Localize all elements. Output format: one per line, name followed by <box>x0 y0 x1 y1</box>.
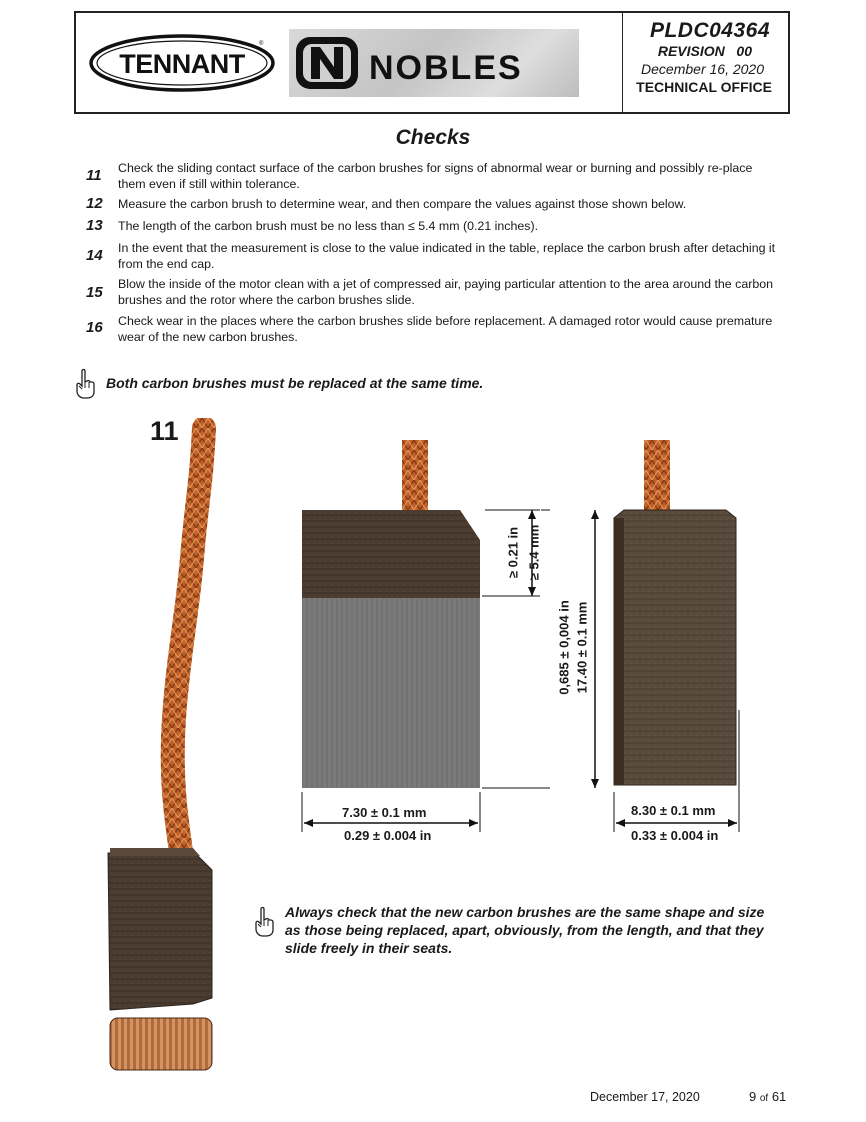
step-text: Check wear in the places where the carbon brushes slide before replacement. A damaged rotor would cause premature wear of the new carbon brushes. <box>118 314 773 344</box>
step-text: The length of the carbon brush must be no less than ≤ 5.4 mm (0.21 inches). <box>118 219 539 233</box>
step-text: In the event that the measurement is close to the value indicated in the table, replace the carbon brush after detaching it from the end cap. <box>118 241 776 271</box>
step-number: 13 <box>86 217 103 234</box>
dim-min-length-in: ≥ 0.21 in <box>505 526 521 579</box>
nobles-logo <box>289 29 579 97</box>
page-of: of <box>759 1093 769 1104</box>
document-date: December 16, 2020 <box>641 61 764 77</box>
dim-depth-in: 0.33 ± 0.004 in <box>631 828 719 843</box>
dim-length-mm: 17.40 ± 0.1 mm <box>574 601 590 694</box>
step-text: Check the sliding contact surface of the carbon brushes for signs of abnormal wear or burning and possibly re-place them even if still within tolerance. <box>118 161 753 191</box>
dim-length-in: 0,685 ± 0,004 in <box>556 600 572 695</box>
page-title: Checks <box>395 126 471 149</box>
svg-text:®: ® <box>259 41 264 47</box>
tennant-logo-text: TENNANT <box>119 49 245 79</box>
step-text: Measure the carbon brush to determine wear, and then compare the values against those shown below. <box>118 197 687 211</box>
dim-width-mm: 7.30 ± 0.1 mm <box>342 805 427 820</box>
tennant-logo <box>88 33 276 93</box>
page-current: 9 <box>749 1089 757 1104</box>
step-number: 16 <box>86 319 103 336</box>
document-revision: REVISION 00 <box>657 43 752 59</box>
figure-label: 11 <box>150 416 179 446</box>
carbon-brush-photo <box>100 418 225 1073</box>
nobles-logo-text: NOBLES <box>369 49 523 87</box>
step-number: 12 <box>86 195 103 212</box>
dim-min-length-mm: ≥ 5.4 mm <box>526 524 542 581</box>
document-header <box>74 11 790 114</box>
pointing-hand-icon <box>73 368 97 400</box>
pointing-hand-icon <box>252 906 276 938</box>
document-office: TECHNICAL OFFICE <box>636 79 772 95</box>
step-number: 11 <box>86 167 102 184</box>
new-brush-diagram <box>586 440 746 840</box>
footer-date: December 17, 2020 <box>590 1090 700 1104</box>
dim-width-in: 0.29 ± 0.004 in <box>344 828 432 843</box>
worn-brush-diagram <box>300 440 550 840</box>
note-replace-both: Both carbon brushes must be replaced at the same time. <box>106 375 484 391</box>
header-divider <box>622 13 623 112</box>
step-number: 15 <box>86 284 103 301</box>
step-text: Blow the inside of the motor clean with a jet of compressed air, paying particular attention to the area around the carbon brushes and the rotor where the carbon brushes slide. <box>118 277 774 307</box>
page-total: 61 <box>771 1089 787 1104</box>
document-code: PLDC04364 <box>649 19 770 42</box>
note-check-new-brushes: Always check that the new carbon brushes are the same shape and size as those being replaced, apart, obviously, from the length, and that they slide freely in their seats. <box>285 904 765 956</box>
dim-depth-mm: 8.30 ± 0.1 mm <box>631 803 716 818</box>
page-number <box>749 1089 786 1104</box>
step-number: 14 <box>86 247 103 264</box>
